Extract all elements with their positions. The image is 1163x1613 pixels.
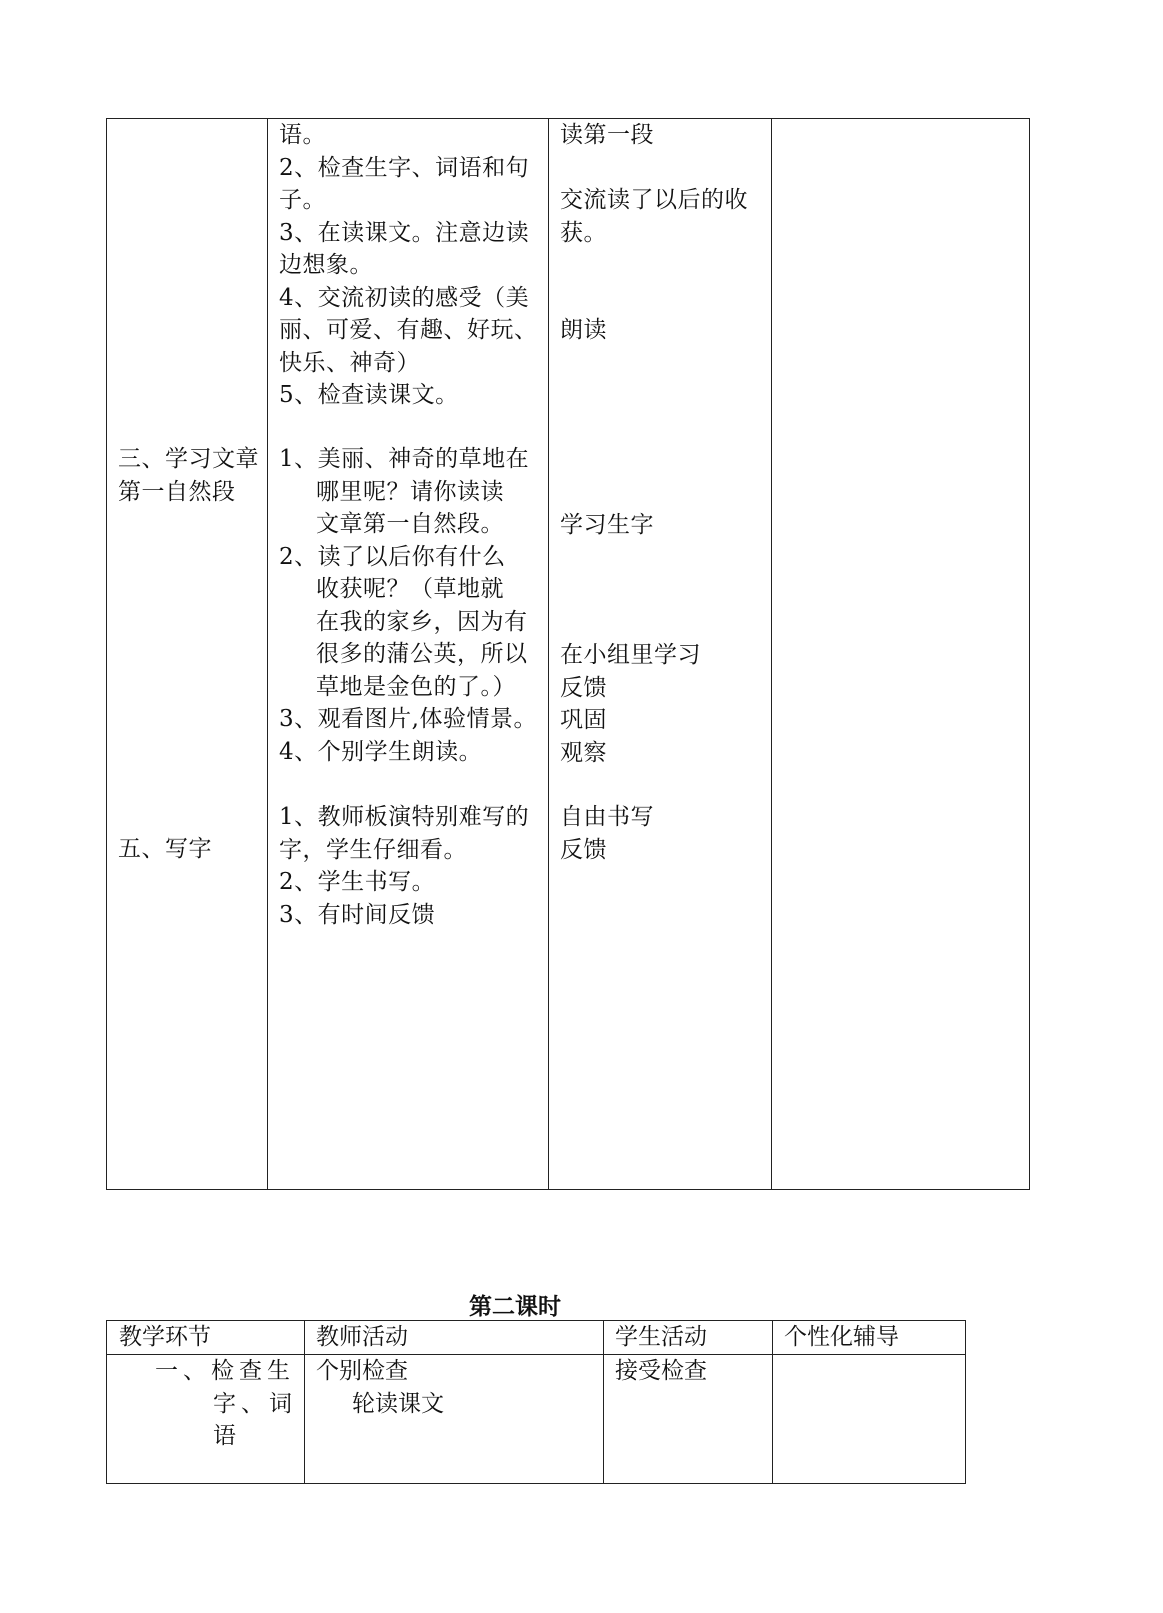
text-line: 获。 [560, 219, 607, 246]
header-teacher-activity: 教师活动 [316, 1324, 408, 1350]
text-line: 丽、可爱、有趣、好玩、 [279, 317, 538, 343]
row1-student-activity [615, 1355, 707, 1388]
text-line: 5、检查读课文。 [279, 382, 459, 408]
text-line: 语。 [279, 122, 326, 148]
row1-teaching-step [155, 1355, 295, 1453]
text-line: 自由书写 [560, 804, 654, 830]
column-divider [771, 119, 772, 1189]
column-divider [772, 1321, 773, 1483]
text-line: 2、学生书写。 [279, 869, 436, 895]
text-line: 3、有时间反馈 [279, 901, 436, 928]
text-line: 1、教师板演特别难写的 [279, 804, 530, 830]
column-divider [603, 1321, 604, 1483]
text-line: 3、观看图片,体验情景。 [279, 706, 537, 732]
text-line: 轮读课文 [352, 1390, 444, 1417]
text-line: 个别检查 [316, 1358, 408, 1384]
text-line: 一、检查生 [155, 1358, 295, 1384]
text-line: 观察 [560, 739, 607, 766]
text-line: 学习生字 [560, 512, 654, 538]
text-line: 字，学生仔细看。 [279, 836, 467, 863]
text-line: 语 [213, 1423, 236, 1449]
column-divider [267, 119, 268, 1189]
teacher-activity-block-3 [279, 801, 539, 931]
text-line: 接受检查 [615, 1358, 707, 1384]
text-line: 3、在读课文。注意边读 [279, 219, 530, 246]
text-line: 边想象。 [279, 252, 373, 278]
text-line: 2、检查生字、词语和句 [279, 154, 530, 181]
step-five-cell [118, 833, 212, 866]
text-line: 读第一段 [560, 122, 654, 148]
text-line: 2、读了以后你有什么 [279, 543, 506, 570]
step-three-subtitle: 第一自然段 [118, 478, 236, 505]
header-tutoring: 个性化辅导 [784, 1324, 899, 1350]
text-line: 反馈 [560, 674, 607, 701]
text-line: 很多的蒲公英，所以 [316, 641, 528, 667]
text-line: 子。 [279, 187, 326, 213]
text-line: 1、美丽、神奇的草地在 [279, 446, 530, 472]
step-five-title: 五、写字 [118, 836, 212, 862]
text-line: 4、交流初读的感受（美 [279, 284, 530, 311]
text-line: 朗读 [560, 317, 607, 343]
text-line: 文章第一自然段。 [316, 511, 504, 537]
row1-teacher-activity [316, 1355, 444, 1420]
text-line: 收获呢？（草地就 [316, 576, 504, 602]
lesson-plan-table-continued [106, 118, 1030, 1190]
text-line: 哪里呢？请你读读 [316, 478, 504, 505]
step-three-title: 三、学习文章 [118, 446, 259, 472]
text-line: 4、个别学生朗读。 [279, 738, 483, 765]
column-divider [304, 1321, 305, 1483]
teacher-activity-block-1 [279, 119, 539, 412]
header-teaching-step: 教学环节 [119, 1324, 211, 1350]
section-title: 第二课时 [469, 1293, 561, 1320]
text-line: 在我的家乡，因为有 [316, 608, 528, 635]
text-line: 快乐、神奇） [279, 349, 420, 376]
text-line: 在小组里学习 [560, 642, 701, 668]
text-line: 巩固 [560, 707, 607, 733]
text-line: 字、词 [213, 1390, 297, 1417]
teacher-activity-block-2 [279, 443, 539, 768]
step-three-cell [118, 443, 259, 508]
text-line: 草地是金色的了。） [316, 673, 516, 700]
header-student-activity: 学生活动 [615, 1324, 707, 1350]
column-divider [548, 119, 549, 1189]
lesson-plan-table [106, 1320, 966, 1484]
text-line: 反馈 [560, 836, 607, 863]
text-line: 交流读了以后的收 [560, 187, 748, 213]
